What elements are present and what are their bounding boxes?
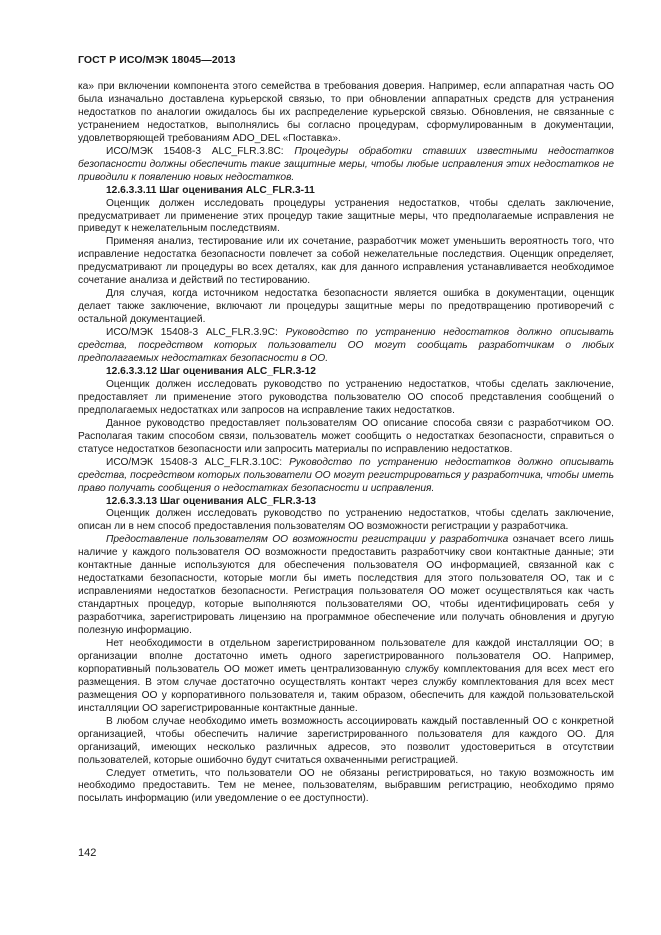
page-number: 142 <box>78 847 97 859</box>
paragraph <box>78 534 614 638</box>
paragraph: Данное руководство предоставляет пользователям ОО описание способа связи с разработчиком ОО. Располагая таким способом связи, пользователь может сообщить о недостатках безопасности, справиться о статусе недостатков безопасности или запросить материалы по исправлению недостатков. <box>78 417 614 455</box>
paragraph: Оценщик должен исследовать руководство по устранению недостатков, чтобы сделать заключение, описан ли в нем способ предоставления пользователям ОО возможности регистрации у разработчика. <box>78 508 614 533</box>
paragraph: Для случая, когда источником недостатка безопасности является ошибка в документации, оценщик делает также заключение, включают ли процедуры защитные меры по предотвращению противоречий с остальной документацией. <box>78 288 614 326</box>
standard-reference: ИСО/МЭК 15408-3 ALC_FLR.3.9С: <box>106 327 278 339</box>
standard-reference-paragraph <box>78 146 614 185</box>
paragraph: Оценщик должен исследовать руководство по устранению недостатков, чтобы сделать заключение, предоставляет ли применение этого руководства пользователю ОО способ представления сообщений о предполагаемых недостатках или запросов на исправление таких недостатков. <box>78 378 614 416</box>
paragraph: ка» при включении компонента этого семейства в требования доверия. Например, если аппаратная часть ОО была изначально доставлена курьерской связью, то при обновлении аппаратных средств для устранения недостатков по аналогии ожидалось бы их распределение курьерской связью. Обновления, не связанные с устранением недостатков, выполнялись бы согласно процедурам, сформулированным в документации, удовлетворяющей требованиям ADO_DEL «Поставка». <box>78 81 614 144</box>
paragraph-text: означает всего лишь наличие у каждого пользователя ОО возможности предоставить разработчику свои контактные данные; эти контактные данные используются для обеспечения пользователя ОО информацией, связанной как с недостатками безопасности, которые могли бы иметь последствия для этого пользователя ОО, так и с исправлениями недостатков безопасности. Регистрация пользователя ОО может осуществляться как часть стандартных процедур, которые выполняются пользователями ОО, чтобы идентифицировать себя у разработчика, зарегистрировать лицензию на программное обеспечение или получать обновления и другую полезную информацию. <box>78 534 614 637</box>
document-body <box>78 81 614 806</box>
requirement-text: Процедуры обработки ставших известными недостатков безопасности должны обеспечить такие защитные меры, чтобы любые исправления этих недостатков не приводили к появлению новых недостатков. <box>78 145 614 183</box>
standard-reference: ИСО/МЭК 15408-3 ALC_FLR.3.10С: <box>106 456 283 468</box>
document-header: ГОСТ Р ИСО/МЭК 18045—2013 <box>78 54 236 66</box>
section-heading: 12.6.3.3.13 Шаг оценивания ALC_FLR.3-13 <box>106 495 316 507</box>
paragraph: Нет необходимости в отдельном зарегистрированном пользователе для каждой инсталляции ОО; в организации вполне достаточно иметь одного зарегистрированного пользователя ОО. Например, корпоративный пользователь ОО может иметь централизованную службу комплектования для всех мест его размещения. В этом случае достаточно осуществлять контакт через службу комплектования для всех мест размещения ОО у корпоративного пользователя и, таким образом, обеспечить для каждой пользовательской инсталляции ОО зарегистрированные контактные данные. <box>78 637 614 714</box>
requirement-text: Руководство по устранению недостатков должно описывать средства, посредством которых пользователи ОО могут сообщать разработчикам о любых предполагаемых недостатках безопасности в ОО. <box>78 327 614 365</box>
section-heading: 12.6.3.3.11 Шаг оценивания ALC_FLR.3-11 <box>106 184 315 196</box>
standard-reference: ИСО/МЭК 15408-3 ALC_FLR.3.8С: <box>106 145 284 157</box>
paragraph: Следует отметить, что пользователи ОО не обязаны регистрироваться, но такую возможность им необходимо предоставить. Тем не менее, пользователям, выбравшим регистрацию, необходимо прямо посылать информацию (или уведомление о ее доступности). <box>78 767 614 805</box>
term-lead: Предоставление пользователям ОО возможности регистрации у разработчика <box>106 534 509 546</box>
standard-reference-paragraph <box>78 327 614 366</box>
paragraph: Оценщик должен исследовать процедуры устранения недостатков, чтобы сделать заключение, предусматривает ли применение этих процедур такие защитные меры, что предполагаемые исправления не приведут к нежелательным последствиям. <box>78 197 614 235</box>
paragraph: В любом случае необходимо иметь возможность ассоциировать каждый поставленный ОО с конкретной организацией, чтобы обеспечить наличие зарегистрированного пользователя для каждого ОО. Для организаций, имеющих несколько различных адресов, это позволит удостовериться в отсутствии пользователей, которые ошибочно будут считаться охваченными регистрацией. <box>78 715 614 766</box>
requirement-text: Руководство по устранению недостатков должно описывать средства, посредством которых пользователи ОО могут регистрироваться у разработчика, чтобы иметь право получать сообщения о недостатках безопасности и исправления. <box>78 456 614 494</box>
paragraph: Применяя анализ, тестирование или их сочетание, разработчик может уменьшить вероятность того, что исправление недостатка безопасности повлечет за собой нежелательные последствия. Оценщик определяет, предусматривают ли процедуры во всех деталях, как для данного исправления устанавливается необходимое сочетание анализа и действий по тестированию. <box>78 236 614 287</box>
standard-reference-paragraph <box>78 457 614 496</box>
section-heading: 12.6.3.3.12 Шаг оценивания ALC_FLR.3-12 <box>106 365 316 377</box>
